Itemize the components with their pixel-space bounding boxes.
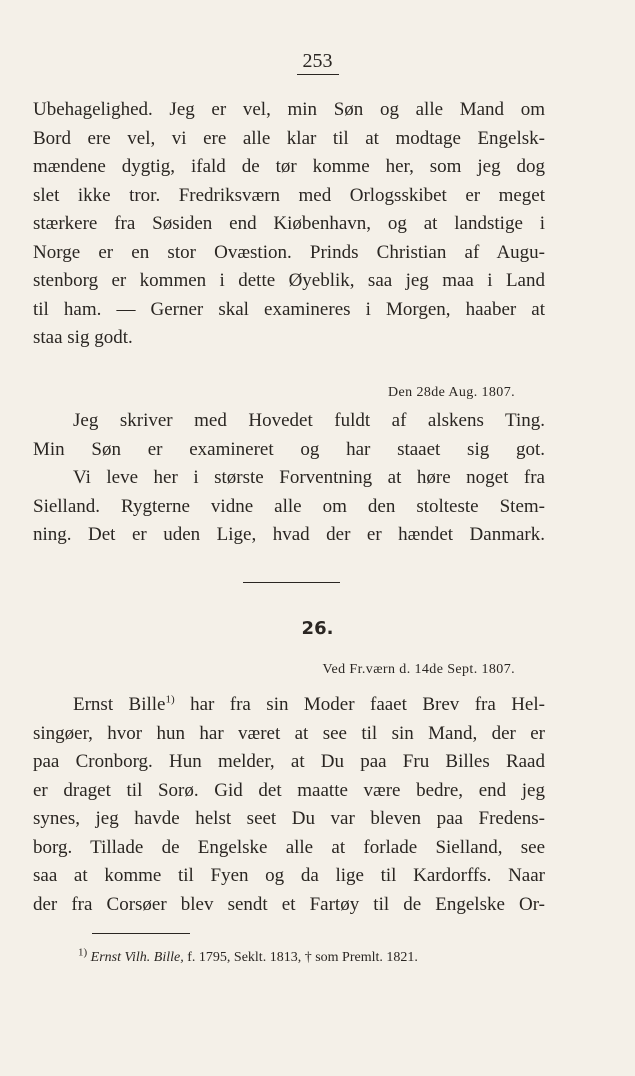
- text-line: slet ikke tror. Fredriksværn med Orlogsskibet er meget: [33, 184, 545, 206]
- text-line: [33, 691, 545, 720]
- text-line: singøer, hvor hun har været at see til sin Mand, der er: [33, 722, 545, 744]
- person-name: Ernst Bille: [73, 694, 166, 715]
- dateline-2: Ved Fr.værn d. 14de Sept. 1807.: [322, 662, 515, 677]
- page-number: 253: [0, 50, 635, 75]
- text-segment: har fra sin Moder faaet Brev fra Hel-: [174, 694, 545, 715]
- text-line: Sielland. Rygterne vidne alle om den stolteste Stem-: [33, 495, 545, 517]
- paragraph-2: [33, 407, 545, 464]
- chapter-number: 26.: [301, 618, 334, 639]
- text-line: Jeg skriver med Hovedet fuldt af alskens Ting.: [73, 410, 545, 431]
- section-divider: [243, 582, 340, 583]
- paragraph-4: [33, 691, 545, 919]
- text-line: saa at komme til Fyen og da lige til Kardorffs. Naar: [33, 865, 545, 886]
- footnote-text: f. 1795, Seklt. 1813, † som Premlt. 1821.: [183, 950, 418, 965]
- footnote-name: Ernst Vilh. Bille,: [90, 950, 184, 965]
- text-line: Ubehagelighed. Jeg er vel, min Søn og alle Mand om: [33, 99, 545, 120]
- paragraph-1: [33, 96, 545, 353]
- text-line: er draget til Sorø. Gid det maatte være bedre, end jeg: [33, 779, 545, 801]
- text-line: mændene dygtig, ifald de tør komme her, som jeg dog: [33, 156, 545, 177]
- text-line: stenborg er kommen i dette Øyeblik, saa jeg maa i Land: [33, 270, 545, 291]
- text-line: Norge er en stor Ovæstion. Prinds Christian af Augu-: [33, 241, 545, 263]
- text-line: stærkere fra Søsiden end Kiøbenhavn, og at landstige i: [33, 213, 545, 234]
- text-line: staa sig godt.: [33, 327, 133, 348]
- footnote: [78, 946, 418, 966]
- text-line: synes, jeg havde helst seet Du var bleven paa Fredens-: [33, 808, 545, 829]
- footnote-mark: 1): [78, 946, 88, 959]
- text-line: Bord ere vel, vi ere alle klar til at modtage Engelsk-: [33, 127, 545, 149]
- text-line: paa Cronborg. Hun melder, at Du paa Fru Billes Raad: [33, 751, 545, 772]
- text-line: borg. Tillade de Engelske alle at forlade Sielland, see: [33, 836, 545, 858]
- paragraph-3: [33, 464, 545, 550]
- footnote-divider: [92, 933, 190, 934]
- footnote-reference: 1): [165, 693, 175, 706]
- dateline-1: Den 28de Aug. 1807.: [388, 385, 515, 400]
- text-line: der fra Corsøer blev sendt et Fartøy til de Engelske Or-: [33, 893, 545, 915]
- text-line: Vi leve her i største Forventning at høre noget fra: [73, 467, 545, 488]
- text-line: Min Søn er examineret og har staaet sig got.: [33, 438, 545, 460]
- text-line: til ham. — Gerner skal examineres i Morgen, haaber at: [33, 298, 545, 320]
- text-line: ning. Det er uden Lige, hvad der er hændet Danmark.: [33, 524, 545, 545]
